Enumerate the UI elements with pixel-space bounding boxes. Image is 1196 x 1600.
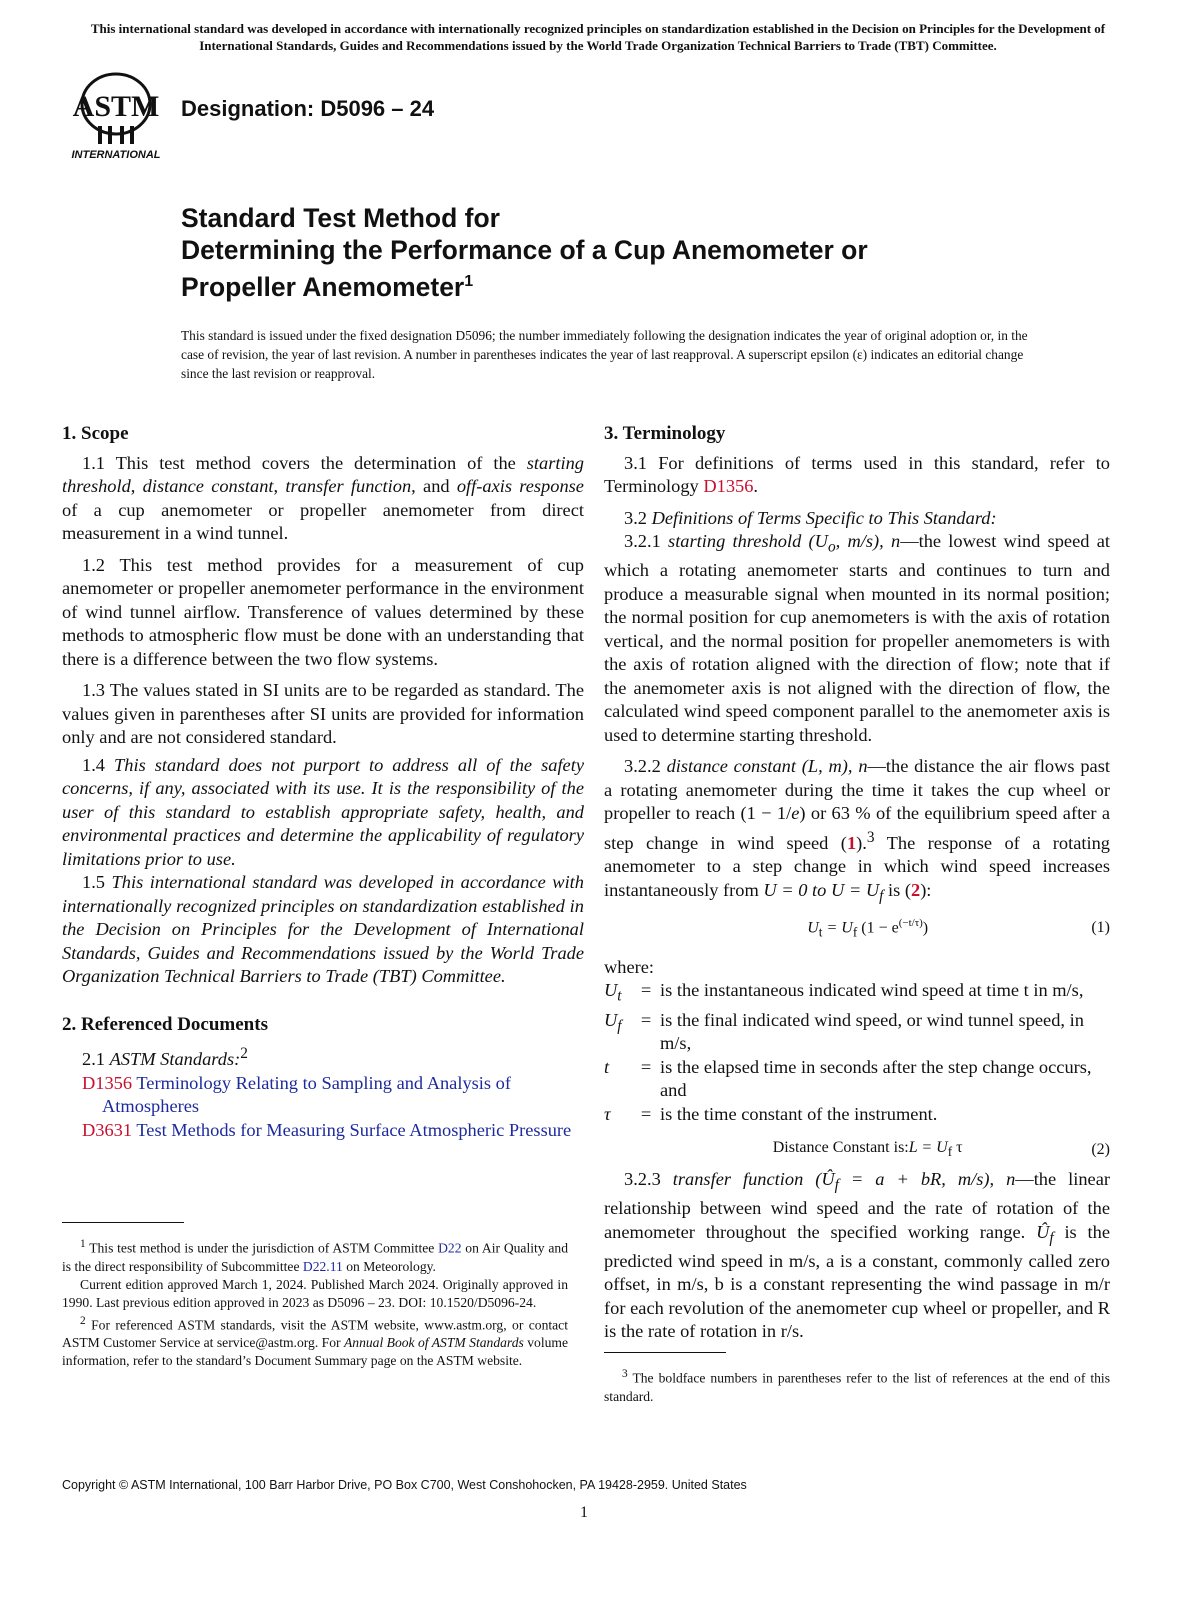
footnote-1: $^1$ This test method is under the jurisdiction of ASTM Committee D22 on Air Quality and is the direct responsibility of Subcommittee D22.11 on Meteorology. <box>62 1238 568 1274</box>
where-row-ut: $U_t$ = is the instantaneous indicated wind speed at time t in m/s, <box>604 980 1084 1006</box>
link-d22-11[interactable]: D22.11 <box>302 1258 343 1274</box>
issued-note: This standard is issued under the fixed designation D5096; the number immediately following the designation indicates the year of original adoption or, in the case of revision, the year of last revision. A number in parentheses indicates the year of last reapproval. A superscript epsilon (ε) indicates an editorial change since the last revision or reapproval. <box>181 328 1028 381</box>
footnote-3-marker[interactable]: 3 <box>866 828 875 846</box>
right-column <box>604 422 1110 1344</box>
reference-d1356[interactable]: D1356 Terminology Relating to Sampling and Analysis of Atmospheres <box>82 1072 511 1117</box>
para-3-2-3: 3.2.3 transfer function ($Û_f = a$ + bR, m/s), n—the linear relationship between wind speed and the rate of rotation of the anemometer throughout the specified working range. $Û_f$ is the predicted wind speed in m/s, a is a constant, commonly called zero offset, in m/s, b is a constant representing the wind passage in m/r for each revolution of the anemometer cup wheel or propeller, and R is the rate of rotation in r/s. <box>604 1168 1110 1342</box>
page-number: 1 <box>580 1504 588 1521</box>
where-row-t: t = is the elapsed time in seconds after the step change occurs, and <box>604 1056 1092 1101</box>
where-row-tau: τ = is the time constant of the instrument. <box>604 1103 938 1124</box>
ref-1-link[interactable]: 1 <box>846 832 857 853</box>
para-3-2-2: 3.2.2 distance constant (L, m), n—the distance the air flows past a rotating anemometer during the time it takes the cup wheel or propeller to reach (1 − 1/e) or 63 % of the equilibrium speed after a step change in wind speed (1).$^3$ The response of a rotating anemometer to a step change in which wind speed increases instantaneously from U = 0 to $U = U_f$ is (2): <box>604 756 1110 905</box>
title-line-3 <box>181 266 1081 303</box>
para-1-5: 1.5 This international standard was developed in accordance with internationally recognized principles on standardization established in the Decision on Principles for the Development of International Standards, Guides and Recommendations issued by the World Trade Organization Technical Barriers to Trade (TBT) Committee. <box>62 872 584 986</box>
title-line-3-text: Propeller Anemometer <box>181 271 465 302</box>
left-column <box>62 422 584 1142</box>
link-d1356[interactable]: D1356 <box>703 476 754 496</box>
footnote-rule-left <box>62 1222 184 1223</box>
title-line-2: Determining the Performance of a Cup Anemometer or <box>181 235 868 265</box>
equation-2: Distance Constant is:L = $U_f$ τ (2) <box>604 1136 1110 1164</box>
wto-notice: This international standard was developed in accordance with internationally recognized principles on standardization established in the Decision on Principles for the Development of International Standards, Guides and Recommendations issued by the World Trade Organization Technical Barriers to Trade (TBT) Committee. <box>90 21 1106 53</box>
equation-1-number: (1) <box>1091 919 1110 937</box>
right-footnotes <box>604 1352 1110 1406</box>
title-footnote-marker[interactable]: 1 <box>464 273 474 290</box>
para-1-1: 1.1 This test method covers the determination of the starting threshold, distance constant, transfer function, and off-axis response of a cup anemometer or propeller anemometer from direct measurement in a wind tunnel. <box>62 452 584 543</box>
copyright: Copyright © ASTM International, 100 Barr Harbor Drive, PO Box C700, West Conshohocken, PA 19428-2959. United States <box>62 1478 747 1492</box>
para-1-4: 1.4 This standard does not purport to address all of the safety concerns, if any, associated with its use. It is the responsibility of the user of this standard to establish appropriate safety, health, and environmental practices and determine the applicability of regulatory limitations prior to use. <box>62 754 584 869</box>
logo-mark-text: ASTM <box>72 90 160 123</box>
reference-d3631[interactable]: D3631 Test Methods for Measuring Surface Atmospheric Pressure <box>82 1119 572 1140</box>
astm-logo <box>64 68 168 164</box>
logo-caption-text: INTERNATIONAL <box>71 149 161 161</box>
para-3-1: 3.1 For definitions of terms used in this standard, refer to Terminology D1356. <box>604 452 1110 496</box>
designation: Designation: D5096 – 24 <box>181 96 435 121</box>
equation-2-number: (2) <box>1091 1141 1110 1159</box>
where-row-uf: $U_f$ = is the final indicated wind speed, or wind tunnel speed, in m/s, <box>604 1009 1084 1054</box>
left-footnotes <box>62 1222 568 1370</box>
title-line-1: Standard Test Method for <box>181 203 500 233</box>
document-title <box>181 202 1081 303</box>
section-2-heading: 2. Referenced Documents <box>62 1013 268 1035</box>
footnote-1-edition: Current edition approved March 1, 2024. Published March 2024. Originally approved in 1990. Last previous edition approved in 2023 as D5096 – 23. DOI: 10.1520/D5096-24. <box>62 1276 568 1310</box>
ref-2-link[interactable]: 2 <box>910 879 921 900</box>
footnote-rule-right <box>604 1352 726 1353</box>
section-1-heading: 1. Scope <box>62 423 129 444</box>
footnote-3: $^3$ The boldface numbers in parentheses refer to the list of references at the end of this standard. <box>604 1368 1111 1404</box>
link-d22[interactable]: D22 <box>438 1240 462 1256</box>
para-3-2: 3.2 Definitions of Terms Specific to This Standard: <box>624 507 997 528</box>
section-3-heading: 3. Terminology <box>604 423 726 444</box>
where-label: where: <box>604 956 655 977</box>
para-2-1: 2.1 ASTM Standards:$^2$ <box>82 1045 248 1070</box>
para-1-2: 1.2 This test method provides for a measurement of cup anemometer or propeller anemometer performance in the environment of wind tunnel airflow. Transference of values determined by these methods to atmospheric flow must be done with an understanding that there is a difference between the two flow systems. <box>62 554 584 669</box>
footnote-2: $^2$ For referenced ASTM standards, visit the ASTM website, www.astm.org, or contact ASTM Customer Service at service@astm.org. For Annual Book of ASTM Standards volume information, refer to the standard’s Document Summary page on the ASTM website. <box>62 1314 568 1369</box>
para-1-3: 1.3 The values stated in SI units are to be regarded as standard. The values given in parentheses after SI units are provided for information only and are not considered standard. <box>62 680 584 747</box>
para-3-2-1: 3.2.1 starting threshold ($U_o$, m/s), n—the lowest wind speed at which a rotating anemometer starts and continues to turn and produce a measurable signal when mounted in its normal position; the normal position for cup anemometers is with the axis of rotation vertical, and the normal position for propeller anemometers is with the axis of rotation aligned with the direction of flow; note that if the anemometer axis is not aligned with the direction of flow, the calculated wind speed component parallel to the anemometer axis is used to determine starting threshold. <box>604 531 1110 745</box>
footnote-2-marker[interactable]: 2 <box>240 1045 248 1062</box>
equation-1: $U_t = U_f$ $(1 - e^{(-t/\tau)})$ (1) <box>807 916 1110 940</box>
